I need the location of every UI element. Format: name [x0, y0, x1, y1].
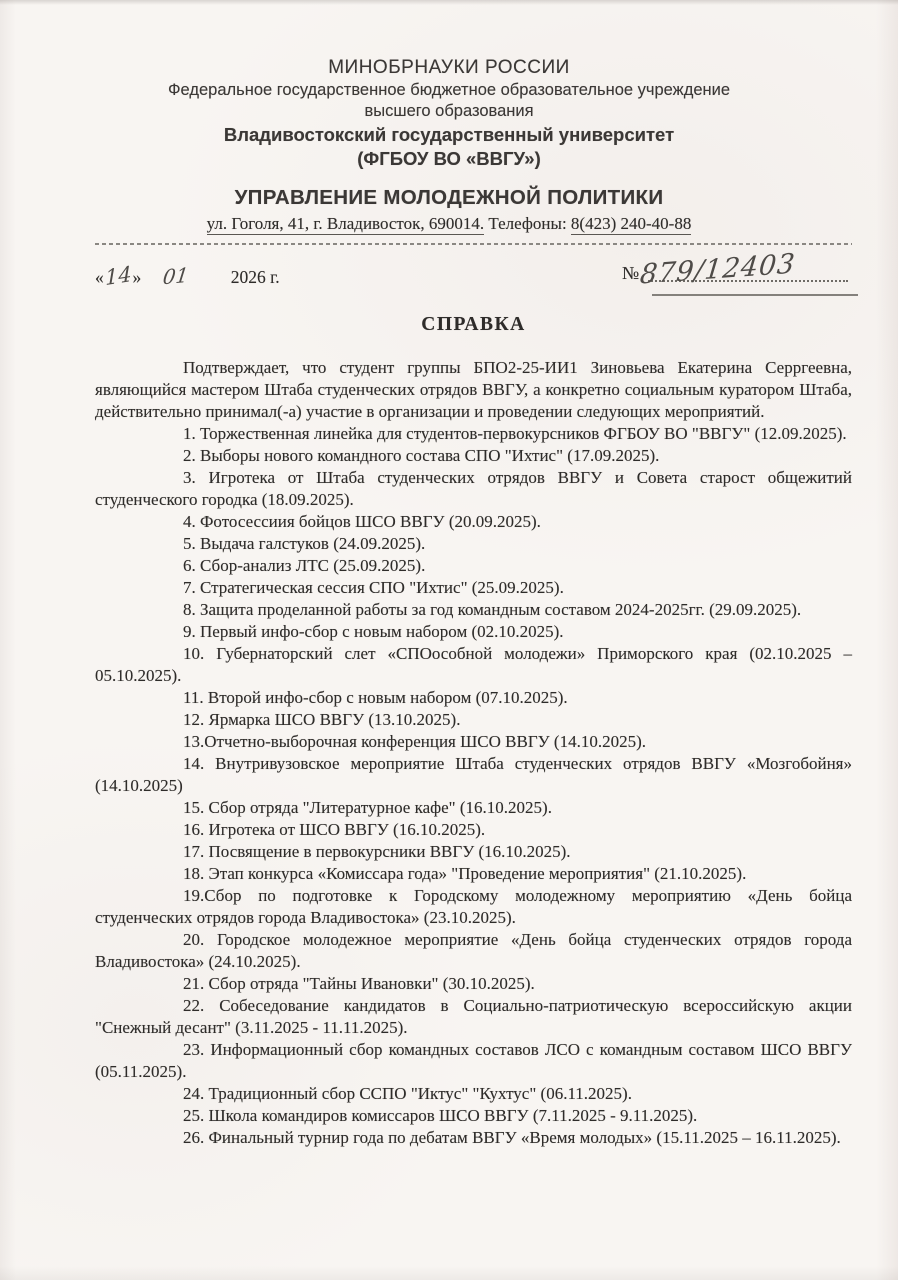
list-item: 26. Финальный турнир года по дебатам ВВГУ «Время молодых» (15.11.2025 – 16.11.2025). — [183, 1128, 841, 1147]
street-address: ул. Гоголя, 41, г. Владивосток, 690014. — [206, 214, 485, 233]
list-item: 17. Посвящение в первокурсники ВВГУ (16.10.2025). — [183, 842, 571, 861]
list-item: 11. Второй инфо-сбор с новым набором (07.10.2025). — [183, 688, 568, 707]
list-item: 1. Торжественная линейка для студентов-первокурсников ФГБОУ ВО "ВВГУ" (12.09.2025). — [183, 424, 847, 443]
list-item: 23. Информационный сбор командных составов ЛСО с командным составом ШСО ВВГУ (05.11.2025). — [95, 1040, 852, 1081]
list-item: 10. Губернаторский слет «СПОособной молодежи» Приморского края (02.10.2025 – 05.10.2025). — [95, 644, 852, 685]
list-item: 9. Первый инфо-сбор с новым набором (02.10.2025). — [183, 622, 564, 641]
org-type-line1: Федеральное государственное бюджетное образовательное учреждение — [167, 81, 731, 99]
date-and-number-row — [95, 248, 852, 291]
list-item: 2. Выборы нового командного состава СПО "Ихтис" (17.09.2025). — [183, 446, 660, 465]
document-number-field — [622, 248, 852, 291]
handwritten-document-number: 879/12403 — [638, 248, 797, 291]
number-underline — [652, 294, 858, 297]
letterhead — [0, 0, 898, 236]
org-type-line2: высшего образования — [364, 102, 534, 120]
intro-paragraph: Подтверждает, что студент группы БПО2-25-ИИ1 Зиновьева Екатерина Серргеевна, являющийся мастером Штаба студенческих отрядов ВВГУ, а конкретно социальным куратором Штаба, действительно принимал(-а) участие в организации и проведении следующих мероприятий. — [95, 358, 852, 421]
list-item: 16. Игротека от ШСО ВВГУ (16.10.2025). — [183, 820, 486, 839]
document-title: СПРАВКА — [421, 314, 526, 335]
list-item: 14. Внутривузовское мероприятие Штаба студенческих отрядов ВВГУ «Мозгобойня» (14.10.2025) — [95, 754, 852, 795]
list-item: 24. Традиционный сбор ССПО "Иктус" "Кухтус" (06.11.2025). — [183, 1084, 632, 1103]
list-item: 15. Сбор отряда "Литературное кафе" (16.10.2025). — [183, 798, 552, 817]
handwritten-month: 01 — [161, 262, 191, 290]
list-item: 18. Этап конкурса «Комиссара года» "Проведение мероприятия" (21.10.2025). — [183, 864, 747, 883]
day-open-quote: « — [95, 267, 104, 287]
day-close-quote: » — [132, 267, 142, 287]
list-item: 19.Сбор по подготовке к Городскому молодежному мероприятию «День бойца студенческих отрядов города Владивостока» (23.10.2025). — [95, 886, 852, 927]
number-sign-label: № — [622, 263, 640, 283]
year-label: 2026 г. — [230, 267, 280, 287]
list-item: 3. Игротека от Штаба студенческих отрядов ВВГУ и Совета старост общежитий студенческого городка (18.09.2025). — [95, 468, 852, 509]
handwritten-day: 14 — [104, 261, 132, 291]
department-name: УПРАВЛЕНИЕ МОЛОДЕЖНОЙ ПОЛИТИКИ — [234, 186, 664, 209]
university-abbreviation: (ФГБОУ ВО «ВВГУ») — [357, 148, 541, 169]
date-field — [95, 261, 280, 291]
list-item: 6. Сбор-анализ ЛТС (25.09.2025). — [183, 556, 426, 575]
phones-label: Телефоны: — [484, 214, 571, 233]
list-item: 20. Городское молодежное мероприятие «День бойца студенческих отрядов города Владивостока» (24.10.2025). — [95, 930, 852, 971]
list-item: 12. Ярмарка ШСО ВВГУ (13.10.2025). — [183, 710, 461, 729]
dashed-separator-line — [95, 243, 852, 245]
document-body — [95, 243, 852, 1149]
list-item: 8. Защита проделанной работы за год командным составом 2024-2025гг. (29.09.2025). — [183, 600, 802, 619]
list-item: 22. Собеседование кандидатов в Социально-патриотическую всероссийскую акции "Снежный десант" (3.11.2025 - 11.11.2025). — [95, 996, 852, 1037]
address-line — [0, 212, 898, 236]
phone-number: 8(423) 240-40-88 — [570, 214, 692, 233]
ministry-name: МИНОБРНАУКИ РОССИИ — [328, 57, 570, 78]
list-item: 13.Отчетно-выборочная конференция ШСО ВВГУ (14.10.2025). — [183, 732, 647, 751]
list-item: 25. Школа командиров комиссаров ШСО ВВГУ (7.11.2025 - 9.11.2025). — [183, 1106, 698, 1125]
list-item: 5. Выдача галстуков (24.09.2025). — [183, 534, 426, 553]
certificate-text — [95, 357, 852, 1149]
university-name: Владивостокский государственный университет — [223, 124, 675, 145]
list-item: 7. Стратегическая сессия СПО "Ихтис" (25.09.2025). — [183, 578, 564, 597]
list-item: 21. Сбор отряда "Тайны Ивановки" (30.10.2025). — [183, 974, 535, 993]
list-item: 4. Фотосессиия бойцов ШСО ВВГУ (20.09.2025). — [183, 512, 541, 531]
